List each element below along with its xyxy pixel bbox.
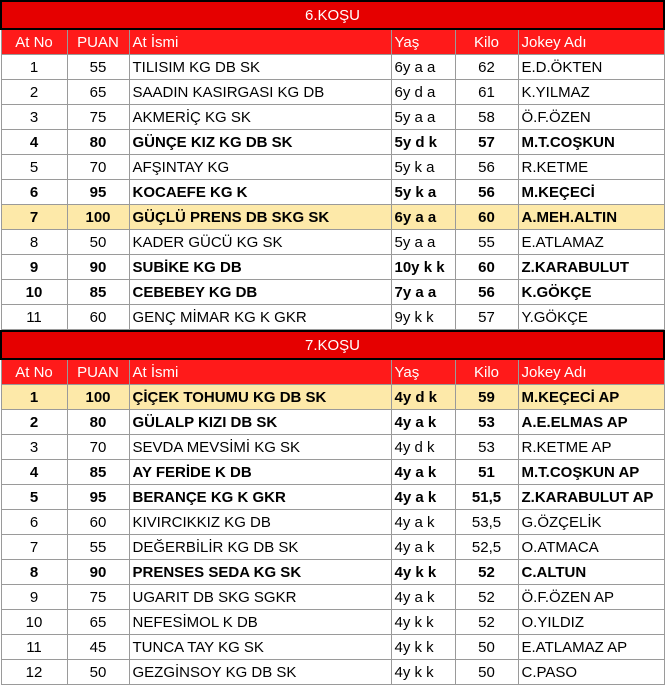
cell-at-no: 8 <box>1 230 67 255</box>
cell-at-ismi: KADER GÜCÜ KG SK <box>129 230 391 255</box>
cell-puan: 75 <box>67 105 129 130</box>
cell-at-ismi: NEFESİMOL K DB <box>129 610 391 635</box>
cell-kilo: 55 <box>455 230 518 255</box>
table-row <box>1 105 664 130</box>
cell-kilo: 56 <box>455 180 518 205</box>
cell-yas: 4y a k <box>391 460 455 485</box>
race-table <box>0 0 665 330</box>
column-header-jokey-adi: Jokey Adı <box>518 359 664 385</box>
cell-jokey-adi: M.KEÇECİ <box>518 180 664 205</box>
table-row <box>1 660 664 685</box>
cell-yas: 4y k k <box>391 635 455 660</box>
cell-puan: 65 <box>67 80 129 105</box>
table-row <box>1 635 664 660</box>
cell-kilo: 51 <box>455 460 518 485</box>
cell-puan: 75 <box>67 585 129 610</box>
cell-at-no: 12 <box>1 660 67 685</box>
cell-puan: 60 <box>67 510 129 535</box>
cell-at-ismi: GENÇ MİMAR KG K GKR <box>129 305 391 330</box>
cell-at-no: 7 <box>1 205 67 230</box>
cell-at-no: 10 <box>1 280 67 305</box>
column-header-at-no: At No <box>1 29 67 55</box>
race-table <box>0 330 665 685</box>
column-header-at-ismi: At İsmi <box>129 359 391 385</box>
cell-at-ismi: KOCAEFE KG K <box>129 180 391 205</box>
table-row <box>1 205 664 230</box>
cell-kilo: 51,5 <box>455 485 518 510</box>
table-row <box>1 230 664 255</box>
cell-puan: 100 <box>67 205 129 230</box>
table-row <box>1 435 664 460</box>
cell-at-no: 5 <box>1 485 67 510</box>
table-row <box>1 410 664 435</box>
cell-yas: 6y a a <box>391 55 455 80</box>
table-row <box>1 255 664 280</box>
cell-at-no: 6 <box>1 180 67 205</box>
cell-yas: 4y k k <box>391 660 455 685</box>
table-row <box>1 305 664 330</box>
cell-jokey-adi: Ö.F.ÖZEN <box>518 105 664 130</box>
cell-at-ismi: CEBEBEY KG DB <box>129 280 391 305</box>
cell-at-ismi: GÜÇLÜ PRENS DB SKG SK <box>129 205 391 230</box>
cell-yas: 6y d a <box>391 80 455 105</box>
cell-at-ismi: SUBİKE KG DB <box>129 255 391 280</box>
cell-puan: 65 <box>67 610 129 635</box>
table-row <box>1 55 664 80</box>
cell-kilo: 53 <box>455 435 518 460</box>
cell-kilo: 52 <box>455 585 518 610</box>
cell-at-no: 1 <box>1 55 67 80</box>
cell-jokey-adi: R.KETME AP <box>518 435 664 460</box>
cell-jokey-adi: Ö.F.ÖZEN AP <box>518 585 664 610</box>
race-title: 7.KOŞU <box>1 331 664 359</box>
cell-puan: 90 <box>67 560 129 585</box>
cell-jokey-adi: G.ÖZÇELİK <box>518 510 664 535</box>
cell-yas: 4y a k <box>391 510 455 535</box>
cell-at-no: 5 <box>1 155 67 180</box>
race-title: 6.KOŞU <box>1 1 664 29</box>
cell-kilo: 57 <box>455 130 518 155</box>
cell-puan: 80 <box>67 410 129 435</box>
column-header-yas: Yaş <box>391 29 455 55</box>
table-row <box>1 585 664 610</box>
column-header-at-ismi: At İsmi <box>129 29 391 55</box>
cell-kilo: 52,5 <box>455 535 518 560</box>
cell-yas: 4y k k <box>391 610 455 635</box>
cell-jokey-adi: Z.KARABULUT <box>518 255 664 280</box>
cell-jokey-adi: E.D.ÖKTEN <box>518 55 664 80</box>
cell-jokey-adi: R.KETME <box>518 155 664 180</box>
cell-at-ismi: GÜLALP KIZI DB SK <box>129 410 391 435</box>
cell-jokey-adi: K.YILMAZ <box>518 80 664 105</box>
cell-at-ismi: SAADIN KASIRGASI KG DB <box>129 80 391 105</box>
cell-at-ismi: GEZGİNSOY KG DB SK <box>129 660 391 685</box>
column-header-at-no: At No <box>1 359 67 385</box>
cell-yas: 5y d k <box>391 130 455 155</box>
table-row <box>1 280 664 305</box>
cell-jokey-adi: E.ATLAMAZ <box>518 230 664 255</box>
table-row <box>1 385 664 410</box>
cell-yas: 4y d k <box>391 385 455 410</box>
table-row <box>1 485 664 510</box>
cell-yas: 5y a a <box>391 105 455 130</box>
cell-yas: 4y a k <box>391 410 455 435</box>
cell-yas: 6y a a <box>391 205 455 230</box>
cell-at-no: 9 <box>1 255 67 280</box>
cell-at-no: 9 <box>1 585 67 610</box>
column-header-puan: PUAN <box>67 29 129 55</box>
cell-kilo: 50 <box>455 635 518 660</box>
cell-at-no: 11 <box>1 635 67 660</box>
cell-at-no: 3 <box>1 105 67 130</box>
cell-at-ismi: AKMERİÇ KG SK <box>129 105 391 130</box>
cell-at-ismi: KIVIRCIKKIZ KG DB <box>129 510 391 535</box>
column-header-yas: Yaş <box>391 359 455 385</box>
cell-puan: 85 <box>67 460 129 485</box>
header-row <box>1 359 664 385</box>
cell-yas: 4y a k <box>391 485 455 510</box>
cell-at-ismi: TUNCA TAY KG SK <box>129 635 391 660</box>
table-row <box>1 535 664 560</box>
cell-jokey-adi: C.ALTUN <box>518 560 664 585</box>
cell-at-no: 3 <box>1 435 67 460</box>
cell-at-no: 1 <box>1 385 67 410</box>
cell-at-ismi: TILISIM KG DB SK <box>129 55 391 80</box>
cell-at-no: 2 <box>1 410 67 435</box>
cell-at-ismi: AY FERİDE K DB <box>129 460 391 485</box>
cell-at-no: 4 <box>1 130 67 155</box>
cell-puan: 55 <box>67 55 129 80</box>
cell-yas: 4y d k <box>391 435 455 460</box>
cell-kilo: 56 <box>455 280 518 305</box>
table-row <box>1 130 664 155</box>
cell-puan: 85 <box>67 280 129 305</box>
cell-jokey-adi: Y.GÖKÇE <box>518 305 664 330</box>
table-row <box>1 510 664 535</box>
cell-at-ismi: DEĞERBİLİR KG DB SK <box>129 535 391 560</box>
cell-kilo: 59 <box>455 385 518 410</box>
cell-at-ismi: BERANÇE KG K GKR <box>129 485 391 510</box>
cell-at-no: 6 <box>1 510 67 535</box>
cell-jokey-adi: O.YILDIZ <box>518 610 664 635</box>
cell-puan: 100 <box>67 385 129 410</box>
cell-jokey-adi: Z.KARABULUT AP <box>518 485 664 510</box>
cell-yas: 4y a k <box>391 585 455 610</box>
cell-kilo: 57 <box>455 305 518 330</box>
cell-kilo: 56 <box>455 155 518 180</box>
cell-at-no: 4 <box>1 460 67 485</box>
cell-jokey-adi: M.T.COŞKUN AP <box>518 460 664 485</box>
cell-at-ismi: UGARIT DB SKG SGKR <box>129 585 391 610</box>
cell-kilo: 53,5 <box>455 510 518 535</box>
cell-at-ismi: SEVDA MEVSİMİ KG SK <box>129 435 391 460</box>
table-row <box>1 80 664 105</box>
cell-at-ismi: AFŞINTAY KG <box>129 155 391 180</box>
cell-puan: 95 <box>67 485 129 510</box>
cell-kilo: 60 <box>455 205 518 230</box>
cell-at-no: 10 <box>1 610 67 635</box>
cell-puan: 55 <box>67 535 129 560</box>
cell-yas: 5y k a <box>391 180 455 205</box>
cell-puan: 70 <box>67 155 129 180</box>
cell-puan: 50 <box>67 660 129 685</box>
cell-kilo: 62 <box>455 55 518 80</box>
cell-yas: 5y k a <box>391 155 455 180</box>
cell-yas: 5y a a <box>391 230 455 255</box>
cell-jokey-adi: C.PASO <box>518 660 664 685</box>
cell-kilo: 58 <box>455 105 518 130</box>
cell-kilo: 53 <box>455 410 518 435</box>
table-row <box>1 610 664 635</box>
cell-at-no: 2 <box>1 80 67 105</box>
cell-puan: 45 <box>67 635 129 660</box>
cell-yas: 7y a a <box>391 280 455 305</box>
cell-kilo: 50 <box>455 660 518 685</box>
cell-puan: 80 <box>67 130 129 155</box>
column-header-kilo: Kilo <box>455 359 518 385</box>
cell-puan: 60 <box>67 305 129 330</box>
cell-puan: 90 <box>67 255 129 280</box>
table-row <box>1 155 664 180</box>
table-row <box>1 560 664 585</box>
cell-jokey-adi: A.E.ELMAS AP <box>518 410 664 435</box>
cell-puan: 50 <box>67 230 129 255</box>
cell-kilo: 52 <box>455 610 518 635</box>
cell-at-no: 11 <box>1 305 67 330</box>
cell-at-no: 8 <box>1 560 67 585</box>
cell-at-ismi: ÇİÇEK TOHUMU KG DB SK <box>129 385 391 410</box>
cell-kilo: 60 <box>455 255 518 280</box>
cell-at-no: 7 <box>1 535 67 560</box>
table-row <box>1 460 664 485</box>
cell-yas: 9y k k <box>391 305 455 330</box>
cell-kilo: 61 <box>455 80 518 105</box>
cell-yas: 10y k k <box>391 255 455 280</box>
cell-jokey-adi: M.T.COŞKUN <box>518 130 664 155</box>
cell-jokey-adi: O.ATMACA <box>518 535 664 560</box>
header-row <box>1 29 664 55</box>
cell-yas: 4y k k <box>391 560 455 585</box>
cell-puan: 70 <box>67 435 129 460</box>
column-header-puan: PUAN <box>67 359 129 385</box>
column-header-jokey-adi: Jokey Adı <box>518 29 664 55</box>
cell-yas: 4y a k <box>391 535 455 560</box>
cell-jokey-adi: M.KEÇECİ AP <box>518 385 664 410</box>
cell-kilo: 52 <box>455 560 518 585</box>
table-row <box>1 180 664 205</box>
column-header-kilo: Kilo <box>455 29 518 55</box>
cell-at-ismi: PRENSES SEDA KG SK <box>129 560 391 585</box>
cell-at-ismi: GÜNÇE KIZ KG DB SK <box>129 130 391 155</box>
cell-jokey-adi: A.MEH.ALTIN <box>518 205 664 230</box>
cell-jokey-adi: E.ATLAMAZ AP <box>518 635 664 660</box>
cell-puan: 95 <box>67 180 129 205</box>
cell-jokey-adi: K.GÖKÇE <box>518 280 664 305</box>
